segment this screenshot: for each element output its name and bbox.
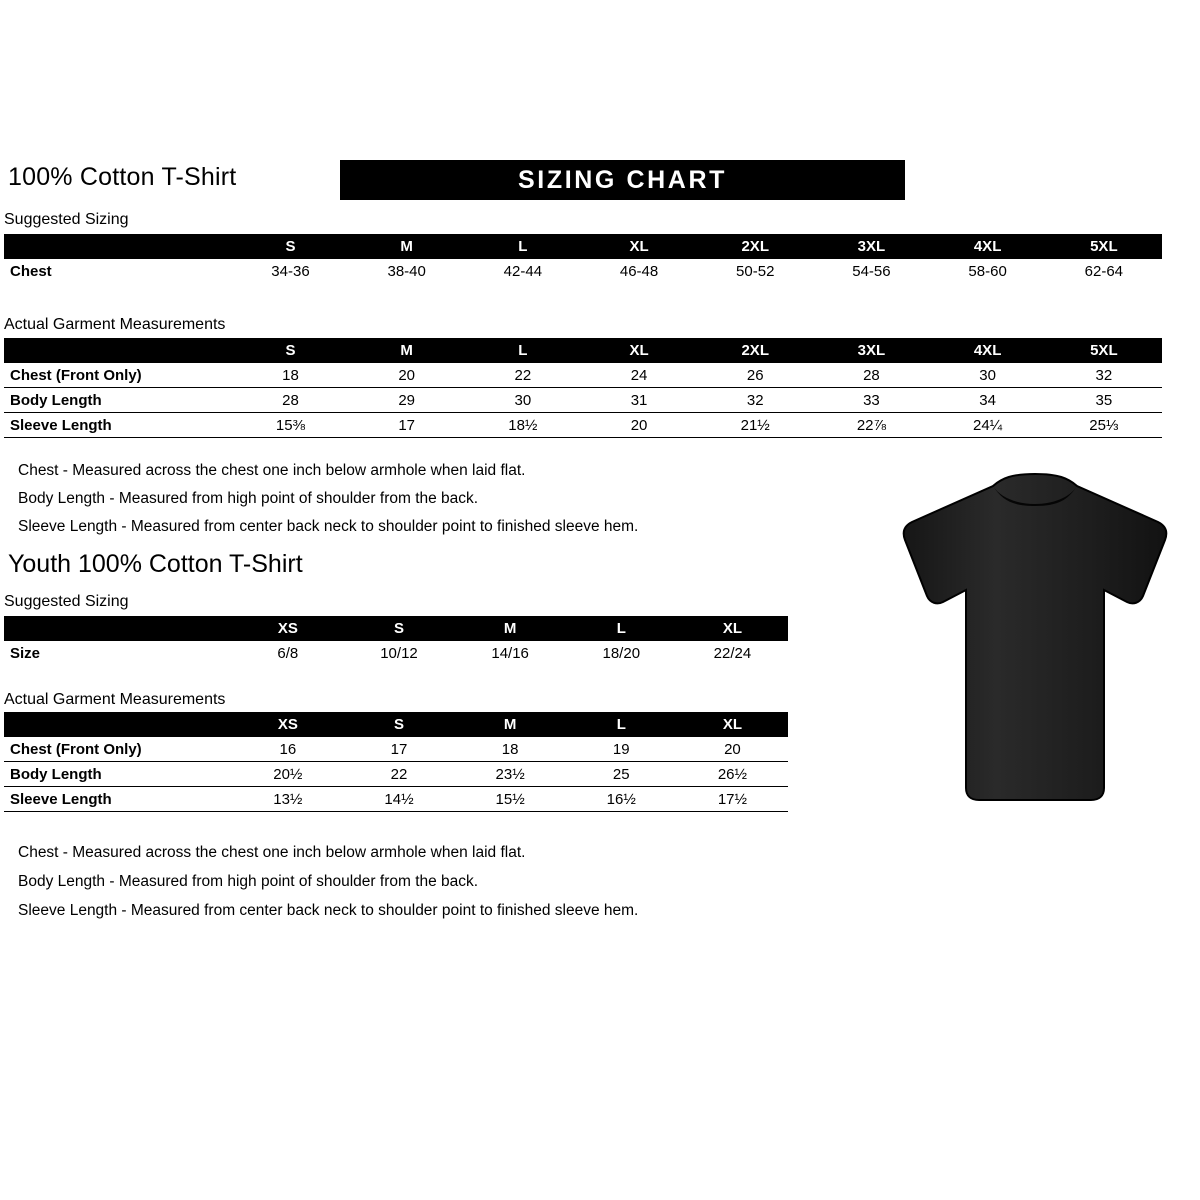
cell: 14/16	[491, 644, 529, 662]
cell: 34-36	[271, 262, 310, 280]
cell: 42-44	[503, 262, 543, 280]
cell: 20½	[232, 762, 343, 787]
column-header: XL	[722, 716, 742, 733]
cell: 46-48	[619, 262, 659, 280]
cell: 26½	[677, 762, 788, 787]
cell: 14½	[343, 787, 454, 812]
cell: 33	[813, 388, 929, 413]
cell: 6/8	[277, 644, 299, 662]
column-header: 4XL	[973, 238, 1002, 255]
table-row	[4, 413, 1162, 438]
table-row	[4, 641, 788, 665]
tshirt-icon	[890, 470, 1180, 810]
cell: 16½	[566, 787, 677, 812]
adult-actual-measurements-table	[4, 338, 1162, 438]
column-header: XS	[277, 620, 298, 637]
cell: 26	[697, 363, 813, 388]
row-header: Chest (Front Only)	[4, 363, 232, 388]
table-row	[4, 787, 788, 812]
cell: 16	[232, 737, 343, 762]
youth-note-chest: Chest - Measured across the chest one inch below armhole when laid flat.	[18, 844, 526, 861]
youth-actual-measurements-table	[4, 712, 788, 812]
cell: 32	[1046, 363, 1162, 388]
cell: 20	[349, 363, 465, 388]
adult-suggested-sizing-table	[4, 234, 1162, 283]
row-header: Body Length	[4, 388, 232, 413]
column-header: 2XL	[741, 342, 769, 359]
cell: 21½	[697, 413, 813, 438]
cell: 54-56	[852, 262, 891, 280]
cell: 10/12	[380, 644, 418, 662]
tshirt-illustration	[890, 470, 1180, 810]
row-header: Body Length	[4, 762, 232, 787]
adult-section-title: 100% Cotton T-Shirt	[8, 163, 237, 191]
cell: 13½	[232, 787, 343, 812]
column-header: M	[400, 238, 413, 255]
column-header	[4, 338, 232, 363]
cell: 62-64	[1084, 262, 1124, 280]
cell: 25	[566, 762, 677, 787]
cell: 28	[813, 363, 929, 388]
cell: 15⅜	[232, 413, 348, 438]
cell: 29	[349, 388, 465, 413]
row-header: Size	[10, 644, 41, 662]
row-header: Sleeve Length	[4, 787, 232, 812]
column-header: XL	[722, 620, 742, 637]
column-header: 5XL	[1090, 342, 1118, 359]
cell: 30	[930, 363, 1046, 388]
adult-suggested-sizing-label: Suggested Sizing	[4, 211, 129, 228]
cell: 24¼	[930, 413, 1046, 438]
cell: 35	[1046, 388, 1162, 413]
cell: 15½	[455, 787, 566, 812]
youth-suggested-sizing-table	[4, 616, 788, 665]
cell: 23½	[455, 762, 566, 787]
column-header	[4, 712, 232, 737]
cell: 17	[349, 413, 465, 438]
table-row	[4, 388, 1162, 413]
column-header	[4, 234, 232, 259]
cell: 38-40	[387, 262, 426, 280]
column-header: S	[393, 716, 404, 733]
cell: 30	[465, 388, 581, 413]
table-row	[4, 363, 1162, 388]
column-header: S	[393, 620, 404, 637]
column-header: 2XL	[741, 238, 769, 255]
youth-note-body-length: Body Length - Measured from high point of shoulder from the back.	[18, 873, 479, 890]
cell: 32	[697, 388, 813, 413]
row-header: Chest (Front Only)	[4, 737, 232, 762]
table-row	[4, 737, 788, 762]
cell: 50-52	[736, 262, 775, 280]
cell: 34	[930, 388, 1046, 413]
cell: 18	[455, 737, 566, 762]
cell: 58-60	[968, 262, 1007, 280]
cell: 31	[581, 388, 697, 413]
column-header: 5XL	[1090, 238, 1118, 255]
column-header: L	[518, 238, 528, 255]
table-header-row	[4, 234, 1162, 259]
column-header: M	[503, 620, 517, 637]
column-header: M	[400, 342, 413, 359]
cell: 28	[232, 388, 348, 413]
cell: 18½	[465, 413, 581, 438]
table-header-row	[4, 338, 1162, 363]
column-header: XL	[629, 238, 649, 255]
cell: 17	[343, 737, 454, 762]
cell: 22	[343, 762, 454, 787]
column-header: M	[503, 716, 517, 733]
cell: 22/24	[713, 644, 752, 662]
sizing-chart-banner-label: SIZING CHART	[518, 166, 727, 194]
row-header: Sleeve Length	[4, 413, 232, 438]
cell: 25⅓	[1046, 413, 1162, 438]
cell: 22	[465, 363, 581, 388]
table-header-row	[4, 616, 788, 641]
adult-note-sleeve-length: Sleeve Length - Measured from center back neck to shoulder point to finished sleeve hem.	[18, 518, 639, 535]
column-header: 3XL	[857, 342, 886, 359]
cell: 22⅞	[813, 413, 929, 438]
cell: 24	[581, 363, 697, 388]
cell: 18/20	[602, 644, 641, 662]
column-header: S	[285, 238, 296, 255]
youth-actual-measurements-label: Actual Garment Measurements	[4, 691, 226, 708]
column-header: 4XL	[973, 342, 1002, 359]
cell: 19	[566, 737, 677, 762]
column-header: S	[285, 342, 296, 359]
cell: 20	[677, 737, 788, 762]
cell: 18	[232, 363, 348, 388]
table-row	[4, 259, 1162, 283]
sizing-chart-banner	[340, 160, 905, 200]
column-header: L	[518, 342, 528, 359]
cell: 20	[581, 413, 697, 438]
youth-note-sleeve-length: Sleeve Length - Measured from center back neck to shoulder point to finished sleeve hem.	[18, 902, 639, 919]
table-header-row	[4, 712, 788, 737]
adult-actual-measurements-label: Actual Garment Measurements	[4, 316, 226, 333]
column-header: XL	[629, 342, 649, 359]
cell: 17½	[677, 787, 788, 812]
column-header: XS	[277, 716, 298, 733]
adult-note-body-length: Body Length - Measured from high point of shoulder from the back.	[18, 490, 479, 507]
adult-note-chest: Chest - Measured across the chest one inch below armhole when laid flat.	[18, 462, 526, 479]
youth-section-title: Youth 100% Cotton T-Shirt	[8, 550, 303, 578]
table-row	[4, 762, 788, 787]
row-header: Chest	[10, 262, 52, 280]
column-header: L	[616, 716, 626, 733]
column-header: L	[616, 620, 626, 637]
column-header: 3XL	[857, 238, 886, 255]
column-header	[4, 616, 232, 641]
youth-suggested-sizing-label: Suggested Sizing	[4, 593, 129, 610]
